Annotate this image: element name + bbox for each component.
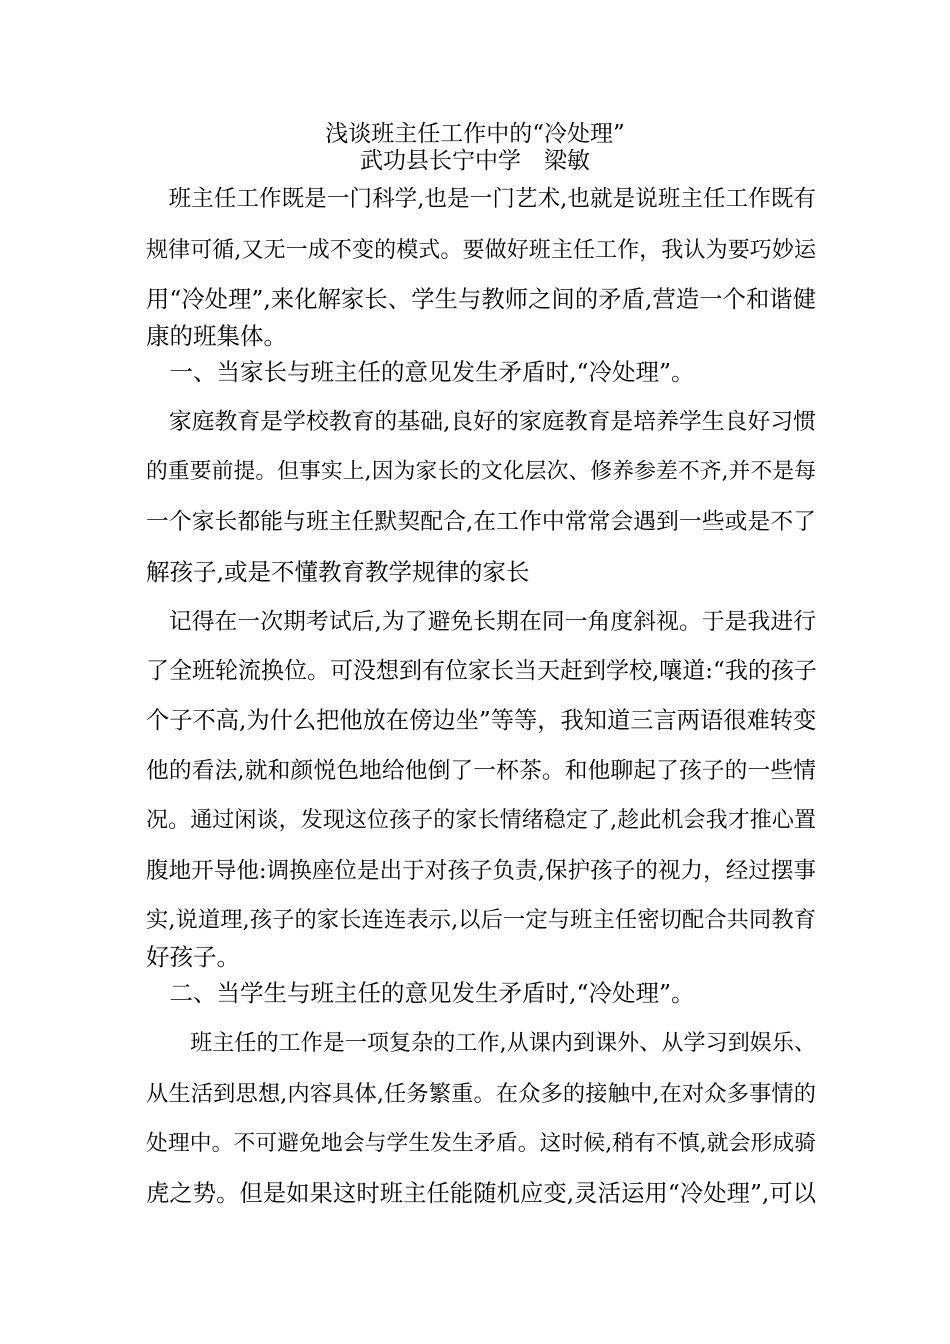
text-line: 实,说道理,孩子的家长连连表示,以后一定与班主任密切配合共同教育: [146, 907, 816, 933]
author-line: 武功县长宁中学 梁敏: [360, 148, 590, 174]
section-heading: 二、当学生与班主任的意见发生矛盾时,“冷处理”。: [146, 979, 695, 1007]
text-line: 家庭教育是学校教育的基础,良好的家庭教育是培养学生良好习惯: [146, 409, 816, 435]
text-line: 用“冷处理”,来化解家长、学生与教师之间的矛盾,营造一个和谐健: [146, 286, 816, 313]
section-heading: 一、当家长与班主任的意见发生矛盾时,“冷处理”。: [146, 358, 695, 386]
text-line: 班主任工作既是一门科学,也是一门艺术,也就是说班主任工作既有: [146, 186, 816, 212]
text-line: 从生活到思想,内容具体,任务繁重。在众多的接触中,在对众多事情的: [146, 1081, 816, 1107]
text-line: 规律可循,又无一成不变的模式。要做好班主任工作，我认为要巧妙运: [146, 238, 816, 263]
text-line: 他的看法,就和颜悦色地给他倒了一杯茶。和他聊起了孩子的一些情: [146, 758, 816, 784]
text-line: 记得在一次期考试后,为了避免长期在同一角度斜视。于是我进行: [146, 609, 816, 635]
text-line: 班主任的工作是一项复杂的工作,从课内到课外、从学习到娱乐、: [146, 1031, 816, 1056]
text-line: 康的班集体。: [146, 322, 287, 350]
text-line: 好孩子。: [146, 943, 240, 971]
text-line: 的重要前提。但事实上,因为家长的文化层次、修养参差不齐,并不是每: [146, 459, 816, 484]
text-line: 一个家长都能与班主任默契配合,在工作中常常会遇到一些或是不了: [146, 509, 816, 535]
document-title: 浅谈班主任工作中的“冷处理”: [325, 121, 625, 147]
text-line: 个子不高,为什么把他放在傍边坐”等等，我知道三言两语很难转变: [146, 707, 817, 734]
text-line: 况。通过闲谈，发现这位孩子的家长情绪稳定了,趁此机会我才推心置: [146, 808, 816, 833]
text-line: 解孩子,或是不懂教育教学规律的家长: [146, 558, 530, 586]
text-line: 处理中。不可避免地会与学生发生矛盾。这时候,稍有不慎,就会形成骑: [146, 1131, 816, 1156]
text-line: 虎之势。但是如果这时班主任能随机应变,灵活运用“冷处理”,可以: [146, 1180, 816, 1207]
text-line: 了全班轮流换位。可没想到有位家长当天赶到学校,嚷道:“我的孩子: [146, 658, 817, 684]
text-line: 腹地开导他:调换座位是出于对孩子负责,保护孩子的视力，经过摆事: [146, 858, 816, 884]
